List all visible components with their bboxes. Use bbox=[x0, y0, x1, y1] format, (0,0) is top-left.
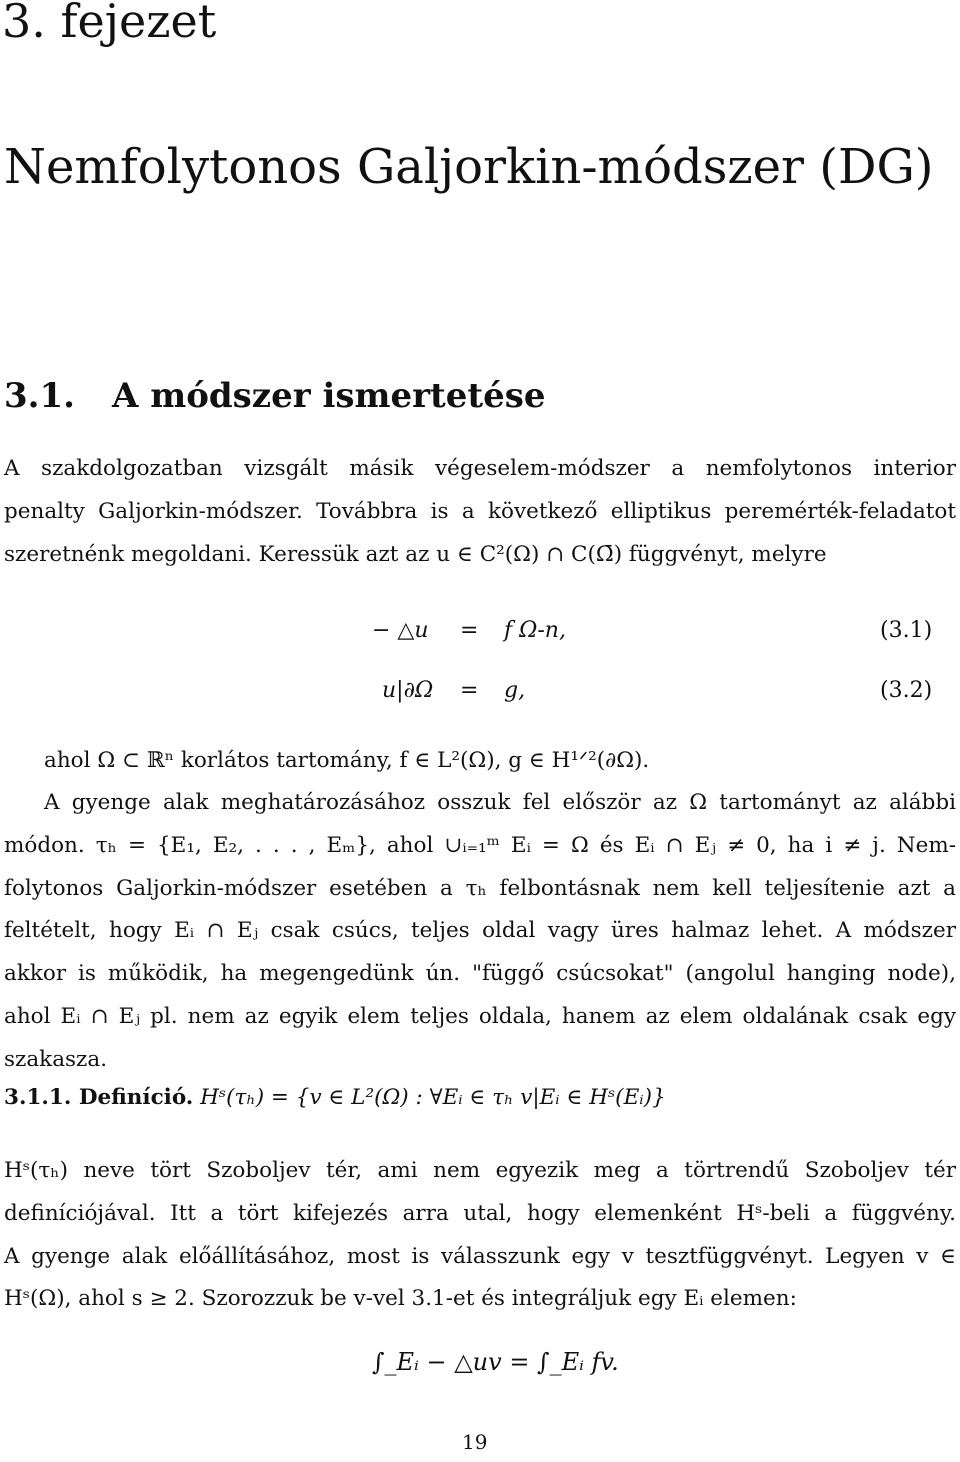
text-line: Hˢ(Ω), ahol s ≥ 2. Szorozzuk be v-vel 3.1-et és integráljuk egy Eᵢ elemen: bbox=[4, 1286, 797, 1312]
chapter-label: 3. fejezet bbox=[2, 0, 217, 48]
text-line: módon. τₕ = {E₁, E₂, . . . , Eₘ}, ahol ∪ᵢ₌₁ᵐ Eᵢ = Ω és Eᵢ ∩ Eⱼ ≠ 0, ha i ≠ j. Nem- bbox=[4, 832, 956, 858]
partition-paragraph bbox=[4, 782, 956, 1082]
text-line: szakasza. bbox=[4, 1046, 108, 1072]
intro-paragraph bbox=[4, 448, 956, 576]
text-line: Hˢ(τₕ) neve tört Szoboljev tér, ami nem egyezik meg a törtrendű Szoboljev tér bbox=[4, 1158, 956, 1183]
equation-rhs: f Ω-n, bbox=[504, 618, 566, 643]
text-line: A szakdolgozatban vizsgált másik végeselem-módszer a nemfolytonos interior bbox=[4, 456, 956, 481]
equation-rhs: g, bbox=[504, 678, 526, 703]
text-line: ahol Ω ⊂ ℝⁿ korlátos tartomány, f ∈ L²(Ω), g ∈ H¹ᐟ²(∂Ω). bbox=[44, 748, 650, 773]
section-heading bbox=[4, 376, 546, 416]
equation-operator: = bbox=[460, 618, 479, 643]
integral-equation: ∫_Eᵢ − △uv = ∫_Eᵢ fv. bbox=[372, 1348, 619, 1376]
text-line: szeretnénk megoldani. Keressük azt az u ∈ C²(Ω) ∩ C(Ω̄) függvényt, melyre bbox=[4, 541, 827, 567]
equation-number: (3.1) bbox=[880, 618, 933, 643]
definition-label: 3.1.1. Definíció. bbox=[4, 1085, 194, 1110]
definition bbox=[4, 1085, 666, 1110]
text-line: feltételt, hogy Eᵢ ∩ Eⱼ csak csúcs, teljes oldal vagy üres halmaz lehet. A módszer bbox=[4, 918, 956, 944]
section-title: A módszer ismertetése bbox=[112, 376, 546, 416]
domain-statement bbox=[44, 740, 944, 783]
text-line: definíciójával. Itt a tört kifejezés arra utal, hogy elemenként Hˢ-beli a függvény. bbox=[4, 1200, 956, 1226]
equation-lhs: − △u bbox=[372, 618, 429, 643]
explanation-paragraph bbox=[4, 1150, 956, 1321]
chapter-title: Nemfolytonos Galjorkin-módszer (DG) bbox=[4, 139, 934, 195]
page-number: 19 bbox=[462, 1430, 488, 1454]
equation-lhs: u|∂Ω bbox=[382, 678, 434, 703]
text-line: penalty Galjorkin-módszer. Továbbra is a következő elliptikus peremérték-feladatot bbox=[4, 498, 956, 524]
definition-formula: Hˢ(τₕ) = {v ∈ L²(Ω) : ∀Eᵢ ∈ τₕ v|Eᵢ ∈ Hˢ(Eᵢ)} bbox=[200, 1085, 666, 1110]
text-line: ahol Eᵢ ∩ Eⱼ pl. nem az egyik elem teljes oldala, hanem az elem oldalának csak egy bbox=[4, 1003, 956, 1029]
equation-number: (3.2) bbox=[880, 678, 933, 703]
text-line: folytonos Galjorkin-módszer esetében a τₕ felbontásnak nem kell teljesítenie azt a bbox=[4, 875, 956, 901]
equation-operator: = bbox=[460, 678, 479, 703]
text-line: A gyenge alak előállításához, most is válasszunk egy v tesztfüggvényt. Legyen v ∈ bbox=[4, 1243, 956, 1269]
section-number: 3.1. bbox=[4, 376, 75, 416]
text-line: akkor is működik, ha megengedünk ún. "függő csúcsokat" (angolul hanging node), bbox=[4, 961, 956, 987]
text-line: A gyenge alak meghatározásához osszuk fel először az Ω tartományt az alábbi bbox=[44, 790, 956, 815]
